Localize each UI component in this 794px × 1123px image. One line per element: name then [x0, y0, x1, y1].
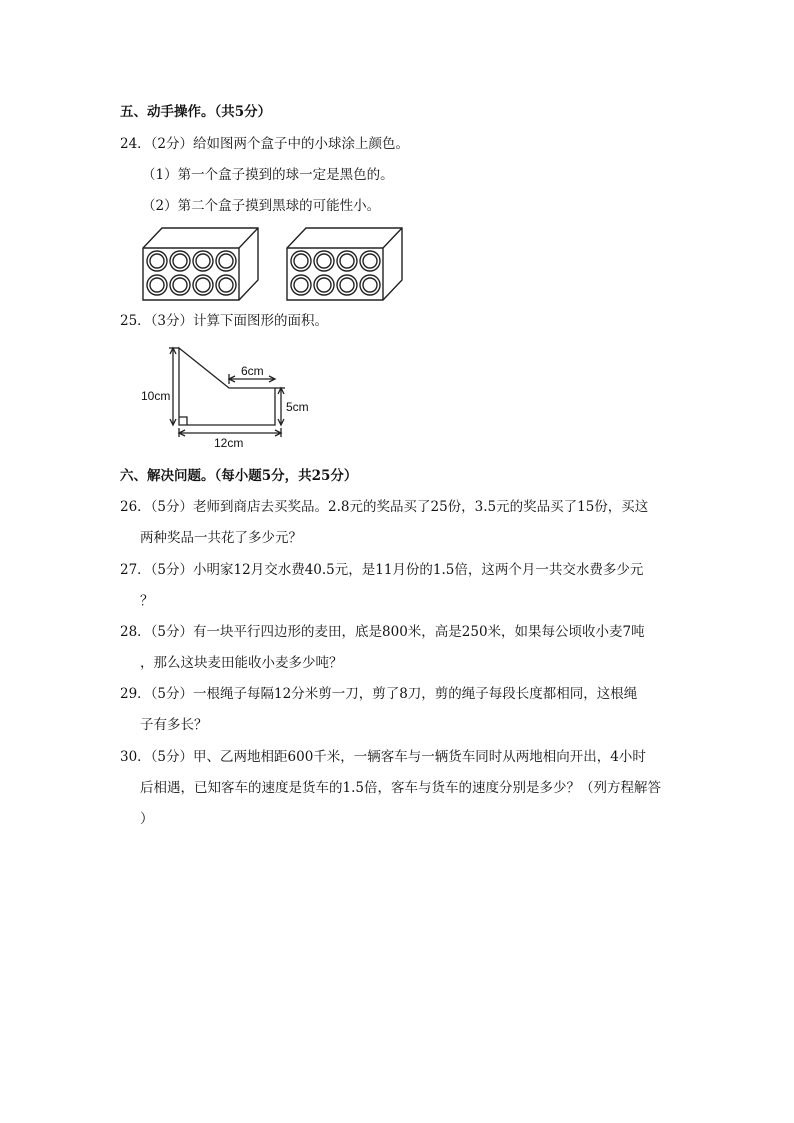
question-26-line-1: 26．（5分）老师到商店去买奖品。2.8元的奖品买了25份，3.5元的奖品买了15份，买这 — [120, 499, 649, 515]
section-6-title: 六、解决问题。（每小题5分，共25分） — [120, 468, 358, 484]
question-27-line-1: 27．（5分）小明家12月交水费40.5元，是11月份的1.5倍，这两个月一共交水费多少元 — [120, 562, 644, 578]
question-28-line-2: ，那么这块麦田能收小麦多少吨？ — [140, 655, 343, 671]
section-5-title: 五、动手操作。（共5分） — [120, 104, 272, 120]
area-shape — [179, 348, 275, 425]
question-30-line-1: 30．（5分）甲、乙两地相距600千米，一辆客车与一辆货车同时从两地相向开出，4小时 — [120, 749, 646, 765]
dim-5cm-label: 5cm — [286, 400, 309, 414]
question-30-line-3: ） — [140, 811, 154, 827]
question-28-line-1: 28．（5分）有一块平行四边形的麦田，底是800米，高是250米，如果每公顷收小麦7吨 — [120, 624, 645, 640]
question-29-line-1: 29．（5分）一根绳子每隔12分米剪一刀，剪了8刀，剪的绳子每段长度都相同，这根绳 — [120, 686, 638, 702]
right-angle-mark — [179, 417, 187, 425]
question-27-line-2: ？ — [140, 593, 154, 609]
ball-slot[interactable] — [314, 275, 334, 295]
question-24-sub-2: （2）第二个盒子摸到黑球的可能性小。 — [142, 198, 381, 214]
ball-slot[interactable] — [360, 275, 380, 295]
ball-slot[interactable] — [216, 251, 236, 271]
question-24-sub-1: （1）第一个盒子摸到的球一定是黑色的。 — [142, 167, 394, 183]
ball-box-1 — [140, 226, 264, 302]
dim-6cm-label: 6cm — [241, 364, 264, 378]
ball-slot[interactable] — [170, 251, 190, 271]
ball-box-2 — [284, 226, 408, 302]
question-30-line-2: 后相遇，已知客车的速度是货车的1.5倍，客车与货车的速度分别是多少？（列方程解答 — [140, 780, 661, 796]
dim-12cm-label: 12cm — [214, 436, 244, 450]
ball-slot[interactable] — [337, 275, 357, 295]
ball-slot[interactable] — [193, 275, 213, 295]
question-29-line-2: 子有多长？ — [140, 717, 208, 733]
ball-slot[interactable] — [291, 275, 311, 295]
ball-slot[interactable] — [147, 251, 167, 271]
ball-slot[interactable] — [216, 275, 236, 295]
ball-slot[interactable] — [193, 251, 213, 271]
dim-10cm-label: 10cm — [141, 389, 171, 403]
ball-slot[interactable] — [314, 251, 334, 271]
ball-slot[interactable] — [360, 251, 380, 271]
question-26-line-2: 两种奖品一共花了多少元？ — [140, 530, 302, 546]
question-24-stem: 24．（2分）给如图两个盒子中的小球涂上颜色。 — [120, 136, 410, 152]
ball-slot[interactable] — [337, 251, 357, 271]
question-25-stem: 25．（3分）计算下面图形的面积。 — [120, 313, 329, 329]
area-figure — [140, 340, 320, 452]
ball-slot[interactable] — [291, 251, 311, 271]
ball-slot[interactable] — [147, 275, 167, 295]
ball-slot[interactable] — [170, 275, 190, 295]
